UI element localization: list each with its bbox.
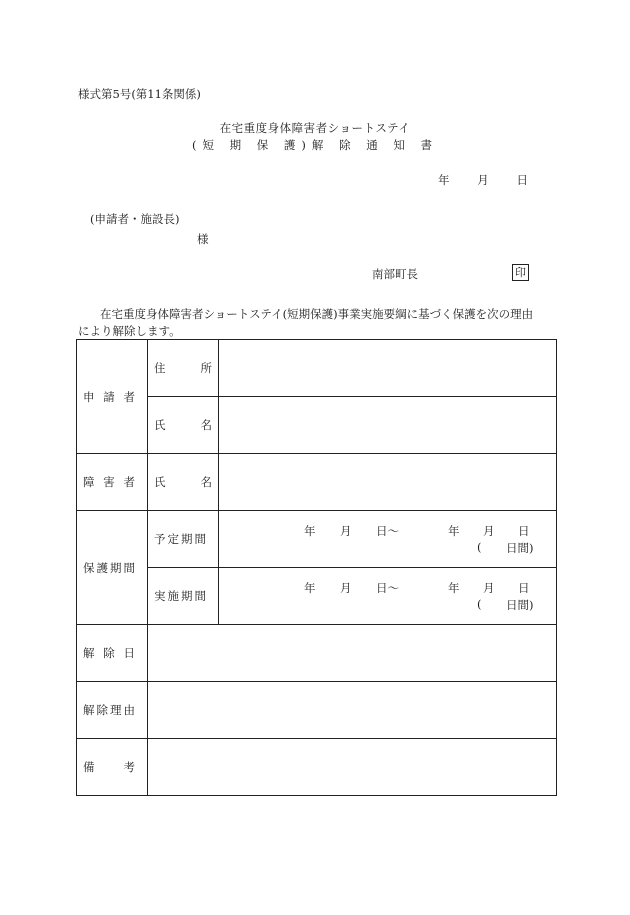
- applicant-label-cell: [77, 340, 148, 454]
- actual-period-field[interactable]: 年 月 日〜 年 月 日 ( 日間): [219, 568, 557, 625]
- remarks-field[interactable]: [148, 739, 557, 796]
- release-reason-field[interactable]: [148, 682, 557, 739]
- body-text: [78, 306, 558, 340]
- disabled-name-label-cell: [148, 454, 219, 511]
- issue-date: [438, 172, 528, 188]
- remarks-label-cell: [77, 739, 148, 796]
- issue-date-day: 日: [516, 173, 528, 187]
- applicant-label: 申 請 者: [83, 389, 135, 404]
- applicant-name-label: 氏 名: [154, 418, 212, 432]
- actual-period-label: 実 施 期 間: [154, 589, 206, 603]
- issue-date-month: 月: [477, 173, 489, 187]
- address-label: 住 所: [154, 361, 212, 375]
- protection-period-label-cell: [77, 511, 148, 625]
- address-label-cell: [148, 340, 219, 397]
- body-text-line2: により解除します。: [78, 324, 181, 338]
- actual-period-label-cell: [148, 568, 219, 625]
- notice-table: [76, 339, 557, 796]
- disabled-person-label: 障 害 者: [83, 475, 135, 489]
- issuer-name: 南部町長: [372, 267, 418, 281]
- table-row: [77, 682, 557, 739]
- table-row: [77, 340, 557, 397]
- applicant-name-label-cell: [148, 397, 219, 454]
- table-row: [77, 454, 557, 511]
- seal-mark: 印: [512, 264, 529, 281]
- release-reason-label: 解 除 理 由: [83, 703, 135, 717]
- table-row: [77, 568, 557, 625]
- issue-date-year: 年: [438, 173, 450, 187]
- protection-period-label: 保護期間: [83, 560, 137, 575]
- body-text-line1: 在宅重度身体障害者ショートステイ(短期保護)事業実施要綱に基づく保護を次の理由: [100, 307, 534, 321]
- planned-period-label: 予 定 期 間: [154, 532, 206, 546]
- disabled-person-name-field[interactable]: [219, 454, 557, 511]
- release-date-field[interactable]: [148, 625, 557, 682]
- disabled-person-label-cell: [77, 454, 148, 511]
- document-title-line1: 在宅重度身体障害者ショートステイ: [219, 121, 411, 135]
- planned-period-label-cell: [148, 511, 219, 568]
- addressee-honorific: 様: [197, 232, 209, 246]
- release-date-label: 解 除 日: [83, 646, 135, 660]
- release-reason-label-cell: [77, 682, 148, 739]
- applicant-name-field[interactable]: [219, 397, 557, 454]
- remarks-label: 備 考: [83, 760, 135, 774]
- form-number: 様式第5号(第11条関係): [78, 87, 201, 101]
- table-row: [77, 625, 557, 682]
- release-date-label-cell: [77, 625, 148, 682]
- document-title-line2: (短 期 保 護)解 除 通 知 書: [191, 138, 439, 152]
- table-row: [77, 511, 557, 568]
- table-row: [77, 397, 557, 454]
- table-row: [77, 739, 557, 796]
- applicant-address-field[interactable]: [219, 340, 557, 397]
- planned-period-field[interactable]: 年 月 日〜 年 月 日 ( 日間): [219, 511, 557, 568]
- addressee-label: (申請者・施設長): [90, 212, 180, 226]
- disabled-name-label: 氏 名: [154, 475, 212, 489]
